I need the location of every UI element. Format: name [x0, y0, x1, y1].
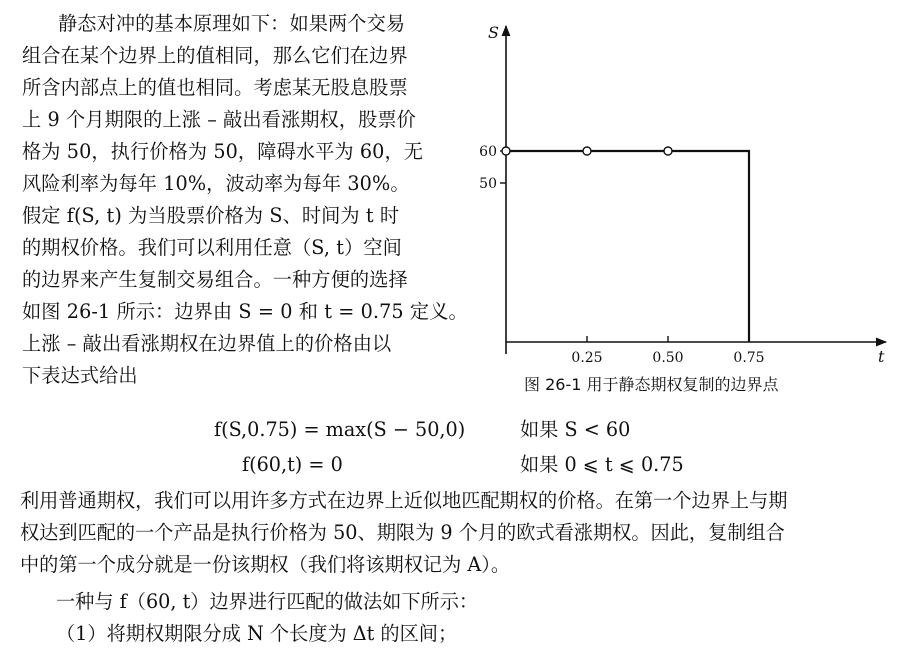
x-tick-label: 0.75 [733, 350, 765, 366]
equation-1-condition [520, 416, 630, 444]
paragraph-line: 所含内部点上的值也相同。考虑某无股息股票 [22, 76, 408, 99]
figure-caption: 图 26-1 用于静态期权复制的边界点 [524, 375, 779, 394]
body-line: 一种与 f（60, t）边界进行匹配的做法如下所示： [56, 590, 479, 613]
x-tick-label: 0.50 [652, 350, 684, 366]
equation-2 [242, 451, 343, 479]
paragraph-line: 的边界来产生复制交易组合。一种方便的选择 [22, 268, 408, 291]
boundary-point [583, 147, 591, 155]
boundary-chart [478, 6, 898, 402]
paragraph-line: 假定 f(S, t) 为当股票价格为 S、时间为 t 时 [22, 204, 400, 227]
paragraph-line: 如图 26-1 所示：边界由 S = 0 和 t = 0.75 定义。 [22, 300, 468, 323]
equation-condition: 如果 S < 60 [520, 418, 631, 441]
equation-2-condition [520, 451, 684, 479]
boundary-figure [478, 6, 898, 402]
boundary-line [506, 151, 749, 342]
equation-1 [214, 416, 465, 444]
equation-condition: 如果 0 ⩽ t ⩽ 0.75 [520, 453, 684, 476]
paragraph-line: 风险利率为每年 10%，波动率为每年 30%。 [22, 172, 410, 195]
intro-paragraph [22, 8, 470, 392]
body-line: 利用普通期权，我们可以用许多方式在边界上近似地匹配期权的价格。在第一个边界上与期 [20, 489, 788, 512]
boundary-point [664, 147, 672, 155]
body-line: （1）将期权期限分成 N 个长度为 Δt 的区间； [56, 622, 458, 645]
paragraph-line: 下表达式给出 [22, 364, 138, 387]
paragraph-line: 组合在某个边界上的值相同，那么它们在边界 [22, 44, 408, 67]
paragraph-line: 的期权价格。我们可以利用任意（S, t）空间 [22, 236, 402, 259]
paragraph-line: 上涨 – 敲出看涨期权在边界值上的价格由以 [22, 332, 392, 355]
y-tick-label: 60 [479, 144, 497, 160]
body-line: 中的第一个成分就是一份该期权（我们将该期权记为 A）。 [20, 553, 511, 576]
y-tick-label: 50 [479, 176, 497, 192]
boundary-point [502, 147, 510, 155]
equation-expression: f(60,t) = 0 [242, 453, 343, 476]
x-tick-label: 0.25 [571, 350, 603, 366]
paragraph-line: 静态对冲的基本原理如下：如果两个交易 [58, 12, 406, 35]
y-axis-label: S [488, 23, 499, 42]
body-line: 权达到匹配的一个产品是执行价格为 50、期限为 9 个月的欧式看涨期权。因此，复制组合 [20, 521, 785, 544]
x-axis-label: t [878, 347, 885, 366]
paragraph-line: 上 9 个月期限的上涨 – 敲出看涨期权，股票价 [22, 108, 416, 131]
paragraph-line: 格为 50，执行价格为 50，障碍水平为 60，无 [22, 140, 424, 163]
equation-expression: f(S,0.75) = max(S − 50,0) [214, 418, 466, 441]
